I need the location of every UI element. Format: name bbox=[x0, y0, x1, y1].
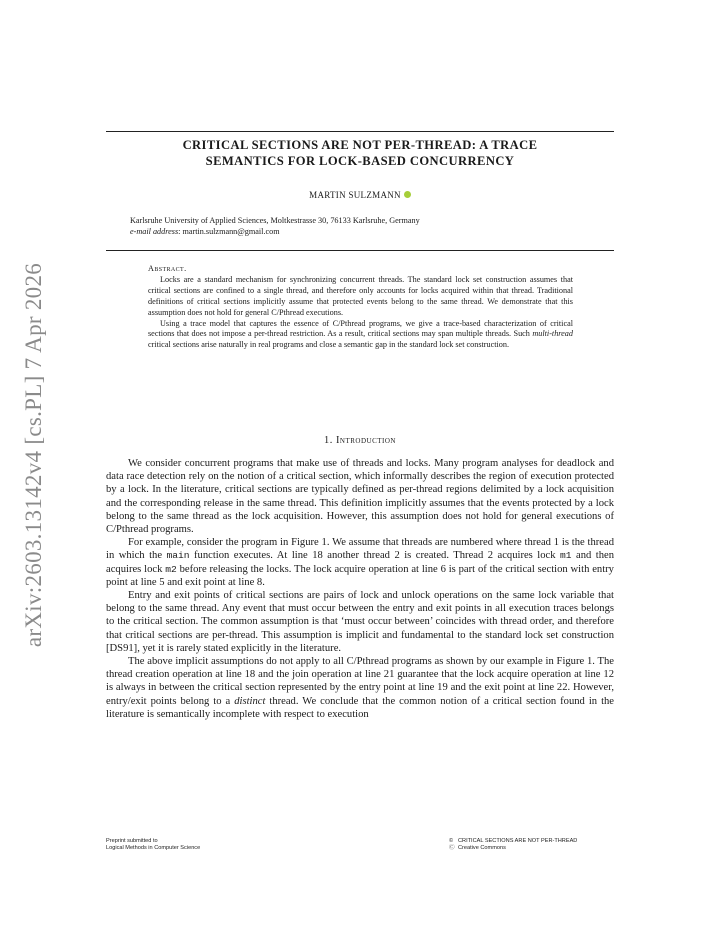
author bbox=[106, 190, 614, 200]
abstract-text: critical sections arise naturally in real programs and close a semantic gap in the standard lock set construction. bbox=[148, 340, 510, 350]
body-paragraph-2 bbox=[106, 536, 614, 589]
abstract-text: Using a trace model that captures the essence of C/Pthread programs, we give a trace-based characterization of critical sections that does not impose a per-thread restriction. As a result, critical sections may span multiple threads. Such bbox=[148, 318, 573, 339]
footer-license: Creative Commons bbox=[458, 845, 506, 851]
email-address: : martin.sulzmann@gmail.com bbox=[178, 227, 280, 236]
footer-short-title: CRITICAL SECTIONS ARE NOT PER-THREAD bbox=[458, 838, 578, 844]
affiliation-block bbox=[130, 215, 610, 237]
footer-copyright-line bbox=[449, 838, 577, 845]
body-paragraph-4 bbox=[106, 655, 614, 721]
section-number: 1. bbox=[324, 435, 333, 446]
abstract-paragraph-2 bbox=[148, 319, 573, 352]
footer-license-line bbox=[449, 845, 577, 852]
footer-left bbox=[106, 838, 200, 852]
footer-journal: Logical Methods in Computer Science bbox=[106, 845, 201, 851]
body-text-run: For example, consider the program in Figure 1. We assume that threads are numbered where thread 1 is the thread in which the bbox=[106, 537, 614, 562]
paper-title bbox=[106, 137, 614, 169]
body-paragraph-1: We consider concurrent programs that make use of threads and locks. Many program analyses for deadlock and data race detection rely on the notion of a critical section, which informally describes the region of execution protected by a lock. In the literature, critical sections are typically defined as per-thread regions delimited by a lock acquisition and the corresponding release in the same thread. This definition implicitly assumes that the events protected by a lock belong to the same thread as the lock acquisition. However, this assumption does not hold for general executions of C/Pthread programs. bbox=[106, 458, 614, 536]
creative-commons-icon: Ⓒ bbox=[449, 845, 455, 851]
body-text bbox=[106, 457, 614, 721]
section-heading bbox=[106, 435, 614, 446]
affiliation: Karlsruhe University of Applied Sciences, Moltkestrasse 30, 76133 Karlsruhe, Germany bbox=[130, 216, 420, 225]
inline-code: m2 bbox=[165, 563, 177, 575]
author-name: MARTIN SULZMANN bbox=[309, 190, 401, 200]
inline-code: m1 bbox=[560, 550, 572, 562]
title-line-1: CRITICAL SECTIONS ARE NOT PER-THREAD: A TRACE bbox=[182, 138, 538, 152]
body-text-run: before releasing the locks. The lock acquire operation at line 6 is part of the critical section with entry point at line 5 and exit point at line 8. bbox=[106, 563, 614, 588]
footer-preprint: Preprint submitted to bbox=[106, 838, 158, 844]
abstract bbox=[148, 264, 573, 351]
body-emphasis: distinct bbox=[234, 695, 266, 707]
title-top-rule bbox=[106, 131, 614, 132]
abstract-paragraph-1: Locks are a standard mechanism for synchronizing concurrent threads. The standard lock set construction assumes that critical sections are confined to a single thread, and therefore only accounts for locks acquired within that thread. Traditional definitions of critical sections implicitly assume that protected events belong to the same thread. We demonstrate that this assumption does not hold for general C/Pthread executions. bbox=[148, 274, 573, 317]
copyright-icon: © bbox=[449, 838, 454, 844]
body-text-run: The above implicit assumptions do not apply to all C/Pthread programs as shown by our example in Figure 1. The thread creation operation at line 18 and the join operation at line 21 guarantee that the lock acquire operation at line 12 is always in between the critical section represented by the entry point at line 19 and the exit point at line 22. However, entry/exit points belong to a bbox=[106, 656, 614, 707]
body-text-run: thread. We conclude that the common notion of a critical section found in the literature is semantically incomplete with respect to execution bbox=[106, 695, 615, 720]
title-line-2: SEMANTICS FOR LOCK-BASED CONCURRENCY bbox=[205, 154, 515, 168]
footer-right bbox=[449, 838, 577, 852]
inline-code: main bbox=[166, 550, 190, 562]
abstract-heading: Abstract. bbox=[148, 264, 187, 273]
section-title: Introduction bbox=[335, 435, 396, 446]
body-text-run: and then acquires lock bbox=[106, 550, 614, 575]
abstract-emphasis: multi-thread bbox=[532, 329, 573, 339]
arxiv-stamp bbox=[4, 262, 64, 648]
orcid-icon[interactable] bbox=[404, 191, 411, 198]
body-paragraph-3: Entry and exit points of critical sections are pairs of lock and unlock operations on the same lock variable that belong to the same thread. Any event that must occur between the entry and exit points in all execution traces belongs to the critical section. The common assumption is that ‘must occur between’ coincides with thread order, and therefore that critical sections are per-thread. This assumption is implicit and fundamental to the standard lock set construction [DS91], yet it is rarely stated explicitly in the literature. bbox=[106, 590, 614, 654]
title-bottom-rule bbox=[106, 250, 614, 251]
email-label: e-mail address bbox=[130, 227, 179, 236]
body-text-run: function executes. At line 18 another thread 2 is created. Thread 2 acquires lock bbox=[189, 550, 560, 562]
email-line bbox=[130, 226, 610, 237]
arxiv-stamp-text: arXiv:2603.13142v4 [cs.PL] 7 Apr 2026 bbox=[21, 262, 46, 648]
